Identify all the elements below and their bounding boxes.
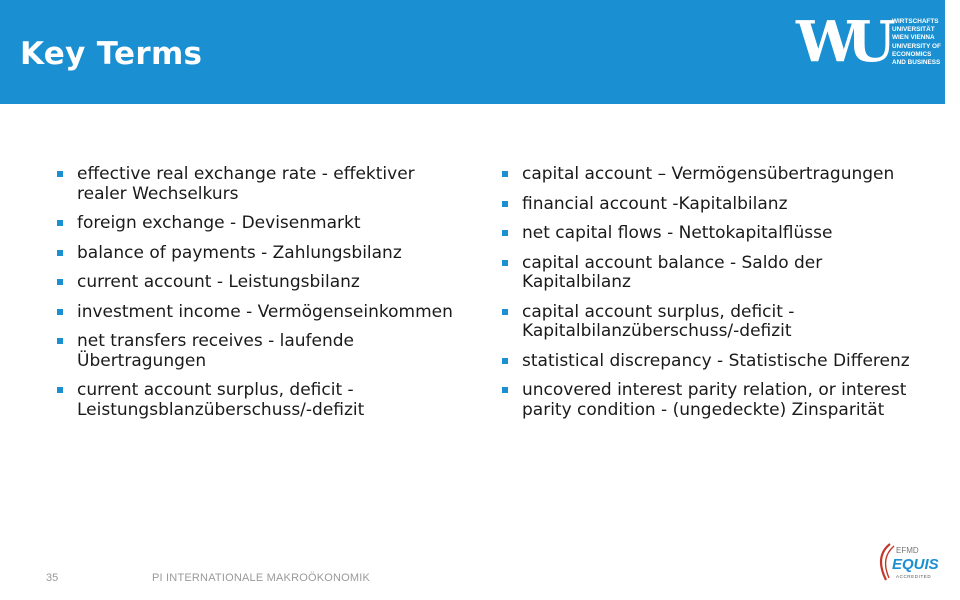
square-bullet-icon <box>57 338 63 344</box>
term-item <box>500 352 910 372</box>
term-text: net capital flows - Nettokapitalflüsse <box>522 223 833 243</box>
square-bullet-icon <box>502 201 508 207</box>
term-text: statistical discrepancy - Statistische Differenz <box>522 350 910 371</box>
square-bullet-icon <box>57 387 63 393</box>
term-item <box>500 224 910 244</box>
wu-logo <box>796 9 941 92</box>
square-bullet-icon <box>502 230 508 236</box>
right-terms-list <box>500 165 910 430</box>
square-bullet-icon <box>502 309 508 315</box>
term-item <box>55 273 465 293</box>
wu-logo-line: AND BUSINESS <box>892 59 941 67</box>
wu-logo-mark: WU <box>796 9 884 75</box>
term-item <box>55 214 465 234</box>
equis-efmd-label: EFMD <box>896 546 919 555</box>
square-bullet-icon <box>57 279 63 285</box>
term-item <box>55 332 465 371</box>
square-bullet-icon <box>502 387 508 393</box>
term-item <box>55 165 465 204</box>
term-text: capital account balance - Saldo der Kapitalbilanz <box>522 252 823 292</box>
term-text: current account surplus, deficit - Leistungsblanzüberschuss/-defizit <box>77 380 365 420</box>
header-bar <box>0 0 945 104</box>
term-item <box>55 303 465 323</box>
term-item <box>500 195 910 215</box>
square-bullet-icon <box>502 260 508 266</box>
wu-logo-line: ECONOMICS <box>892 50 932 58</box>
term-item <box>500 303 910 342</box>
page-title: Key Terms <box>20 36 203 72</box>
wu-logo-line: UNIVERSITÄT <box>892 26 935 34</box>
equis-name-label: EQUIS <box>892 556 939 573</box>
term-item <box>55 244 465 264</box>
term-item <box>500 165 910 185</box>
term-text: balance of payments - Zahlungsbilanz <box>77 242 402 263</box>
square-bullet-icon <box>57 220 63 226</box>
term-text: current account - Leistungsbilanz <box>77 272 360 292</box>
term-text: capital account – Vermögensübertragungen <box>522 164 895 184</box>
term-text: uncovered interest parity relation, or interest parity condition - (ungedeckte) Zinsparität <box>522 380 907 420</box>
term-text: investment income - Vermögenseinkommen <box>77 301 453 322</box>
equis-logo <box>876 538 938 590</box>
term-text: capital account surplus, deficit - Kapitalbilanzüberschuss/-defizit <box>522 301 795 341</box>
left-terms-list <box>55 165 465 430</box>
term-item <box>500 381 910 420</box>
course-name: PI INTERNATIONALE MAKROÖKONOMIK <box>152 572 371 584</box>
term-text: effective real exchange rate - effektiver realer Wechselkurs <box>77 164 415 204</box>
term-item <box>55 381 465 420</box>
term-text: net transfers receives - laufende Übertragungen <box>77 331 355 371</box>
wu-logo-line: UNIVERSITY OF <box>892 42 941 50</box>
square-bullet-icon <box>57 250 63 256</box>
square-bullet-icon <box>502 358 508 364</box>
term-text: financial account -Kapitalbilanz <box>522 193 788 214</box>
wu-logo-line: WIEN VIENNA <box>892 34 935 42</box>
square-bullet-icon <box>57 309 63 315</box>
equis-accredited-label: ACCREDITED <box>896 574 932 579</box>
term-text: foreign exchange - Devisenmarkt <box>77 213 361 233</box>
wu-logo-text <box>892 18 942 67</box>
page-number: 35 <box>46 572 59 584</box>
square-bullet-icon <box>57 171 63 177</box>
term-item <box>500 254 910 293</box>
wu-logo-line: WIRTSCHAFTS <box>892 18 939 25</box>
square-bullet-icon <box>502 171 508 177</box>
